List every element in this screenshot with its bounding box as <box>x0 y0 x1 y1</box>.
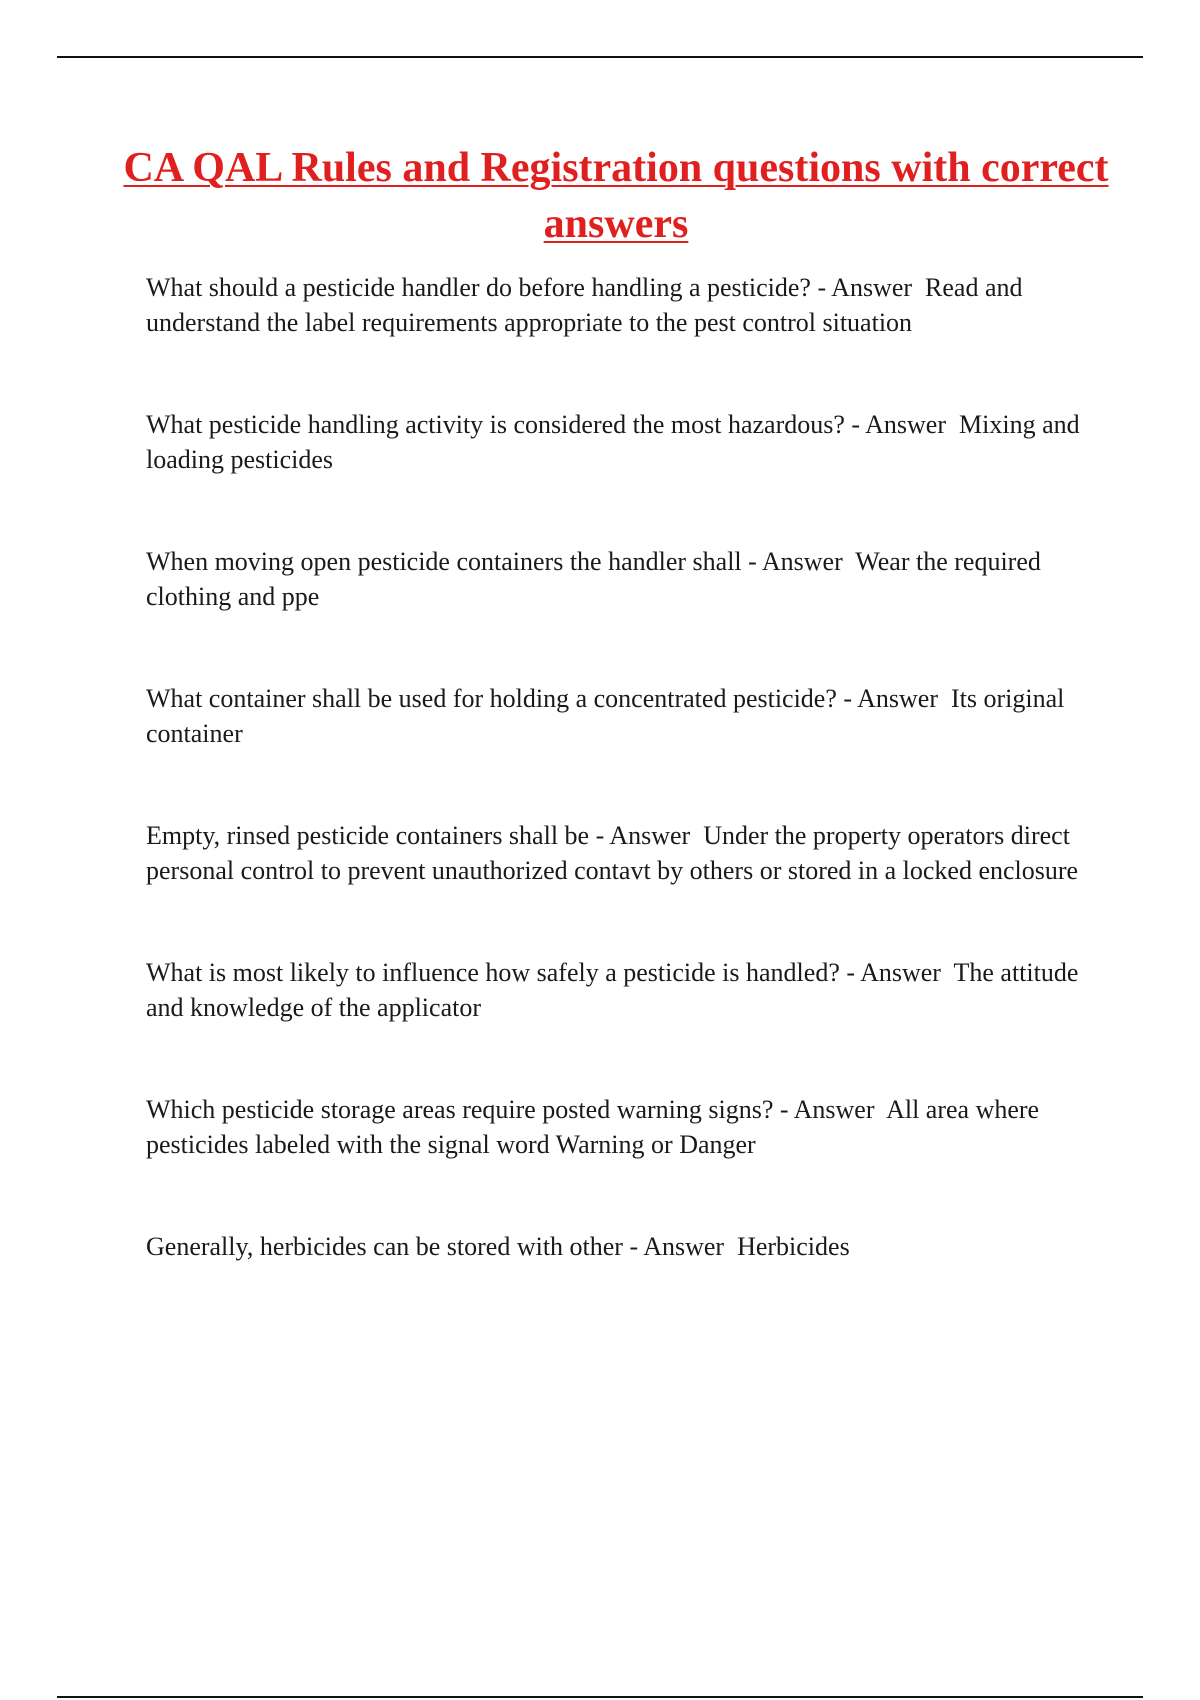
qa-item <box>146 1092 1098 1162</box>
question-text: What should a pesticide handler do before handling a pesticide? <box>146 273 811 302</box>
qa-item <box>146 681 1098 751</box>
question-text: When moving open pesticide containers the handler shall <box>146 547 742 576</box>
qa-item <box>146 544 1098 614</box>
answer-separator: - Answer <box>836 684 945 713</box>
answer-separator: - Answer <box>773 1095 881 1124</box>
answer-separator: - Answer <box>810 273 919 302</box>
answer-separator: - Answer <box>622 1232 731 1261</box>
question-text: Generally, herbicides can be stored with other <box>146 1232 623 1261</box>
qa-item <box>146 955 1098 1025</box>
question-text: What pesticide handling activity is considered the most hazardous? <box>146 410 845 439</box>
answer-text: Under the property operators direct personal control to prevent unauthorized contavt by others or stored in a locked enclosure <box>146 821 1079 885</box>
page-title: CA QAL Rules and Registration questions with correct answers <box>123 145 1109 247</box>
question-text: What container shall be used for holding a concentrated pesticide? <box>146 684 837 713</box>
question-text: What is most likely to influence how safely a pesticide is handled? <box>146 958 840 987</box>
top-rule <box>57 56 1143 58</box>
answer-text: Wear the required clothing and ppe <box>146 547 1041 611</box>
answer-separator: - Answer <box>741 547 850 576</box>
answer-text: Its original container <box>146 684 1065 748</box>
answer-text: Read and understand the label requirements appropriate to the pest control situation <box>146 273 1023 337</box>
answer-separator: - Answer <box>844 410 953 439</box>
bottom-rule <box>57 1696 1143 1698</box>
answer-text: The attitude and knowledge of the applicator <box>146 958 1079 1022</box>
answer-separator: - Answer <box>839 958 948 987</box>
qa-list <box>146 270 1098 1331</box>
qa-item <box>146 818 1098 888</box>
qa-item <box>146 1229 1098 1264</box>
question-text: Empty, rinsed pesticide containers shall be <box>146 821 590 850</box>
qa-item <box>146 407 1098 477</box>
answer-separator: - Answer <box>589 821 697 850</box>
answer-text: Herbicides <box>737 1232 850 1261</box>
question-text: Which pesticide storage areas require posted warning signs? <box>146 1095 774 1124</box>
answer-text: Mixing and loading pesticides <box>146 410 1080 474</box>
answer-text: All area where pesticides labeled with the signal word Warning or Danger <box>146 1095 1040 1159</box>
qa-item <box>146 270 1098 340</box>
